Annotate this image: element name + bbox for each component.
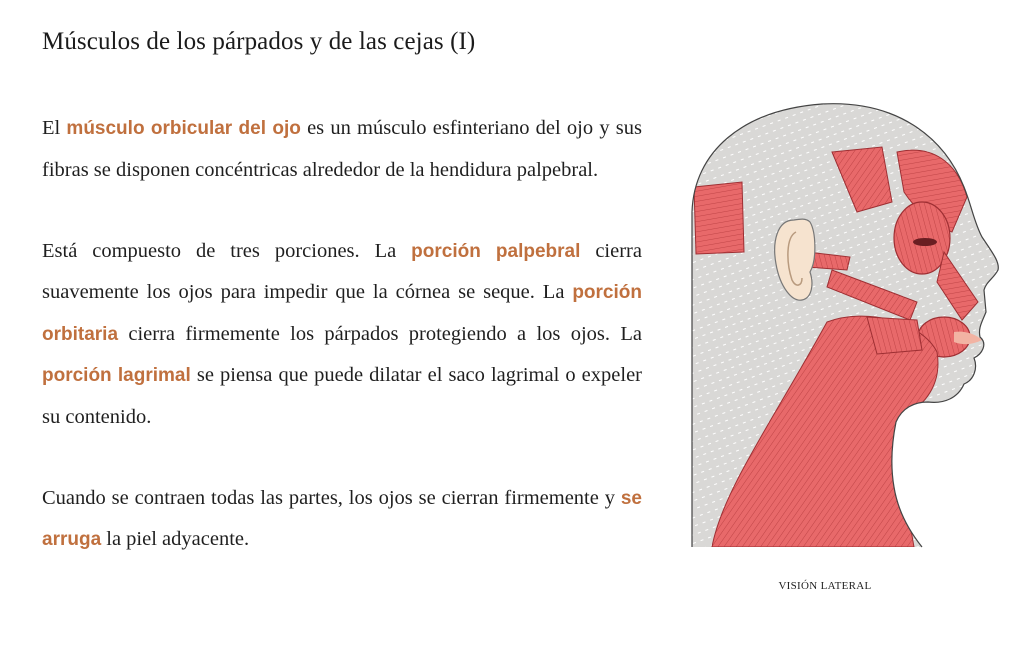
term-orbital-portion[interactable]: porción orbitaria: [42, 282, 642, 345]
occipital-muscle: [694, 182, 744, 254]
term-lacrimal-portion[interactable]: porción lagrimal: [42, 365, 191, 386]
page-title: Músculos de los párpados y de las cejas (I): [42, 28, 476, 55]
term-orbicular-muscle[interactable]: músculo orbicular del ojo: [66, 118, 301, 139]
text-span: se piensa que puede dilatar el saco lagrimal o expeler su contenido.: [42, 364, 642, 428]
cheek-muscle: [867, 317, 922, 354]
text-span: Cuando se contraen todas las partes, los ojos se cierran firmemente y: [42, 486, 621, 509]
figure-caption: VISIÓN LATERAL: [778, 580, 872, 592]
term-wrinkle[interactable]: se arruga: [42, 487, 642, 550]
text-span: la piel adyacente.: [101, 528, 250, 550]
paragraph-intro: [42, 108, 642, 190]
text-span: Está compuesto de tres porciones. La: [42, 239, 412, 262]
text-span: cierra firmemente los párpados protegiendo a los ojos. La: [118, 322, 642, 345]
text-span: El: [42, 117, 67, 139]
paragraph-portions: [42, 231, 642, 438]
term-palpebral-portion[interactable]: porción palpebral: [411, 240, 581, 262]
paragraph-contraction: [42, 478, 642, 561]
head-muscles-illustration: [682, 92, 1012, 562]
eye-slit: [913, 238, 937, 246]
text-span: cierra suavemente los ojos para impedir que la córnea se seque. La: [42, 239, 642, 303]
text-span: es un músculo esfinteriano del ojo y sus fibras se disponen concéntricas alrededor de la hendidura palpebral.: [42, 117, 642, 181]
body-text: [42, 108, 642, 561]
